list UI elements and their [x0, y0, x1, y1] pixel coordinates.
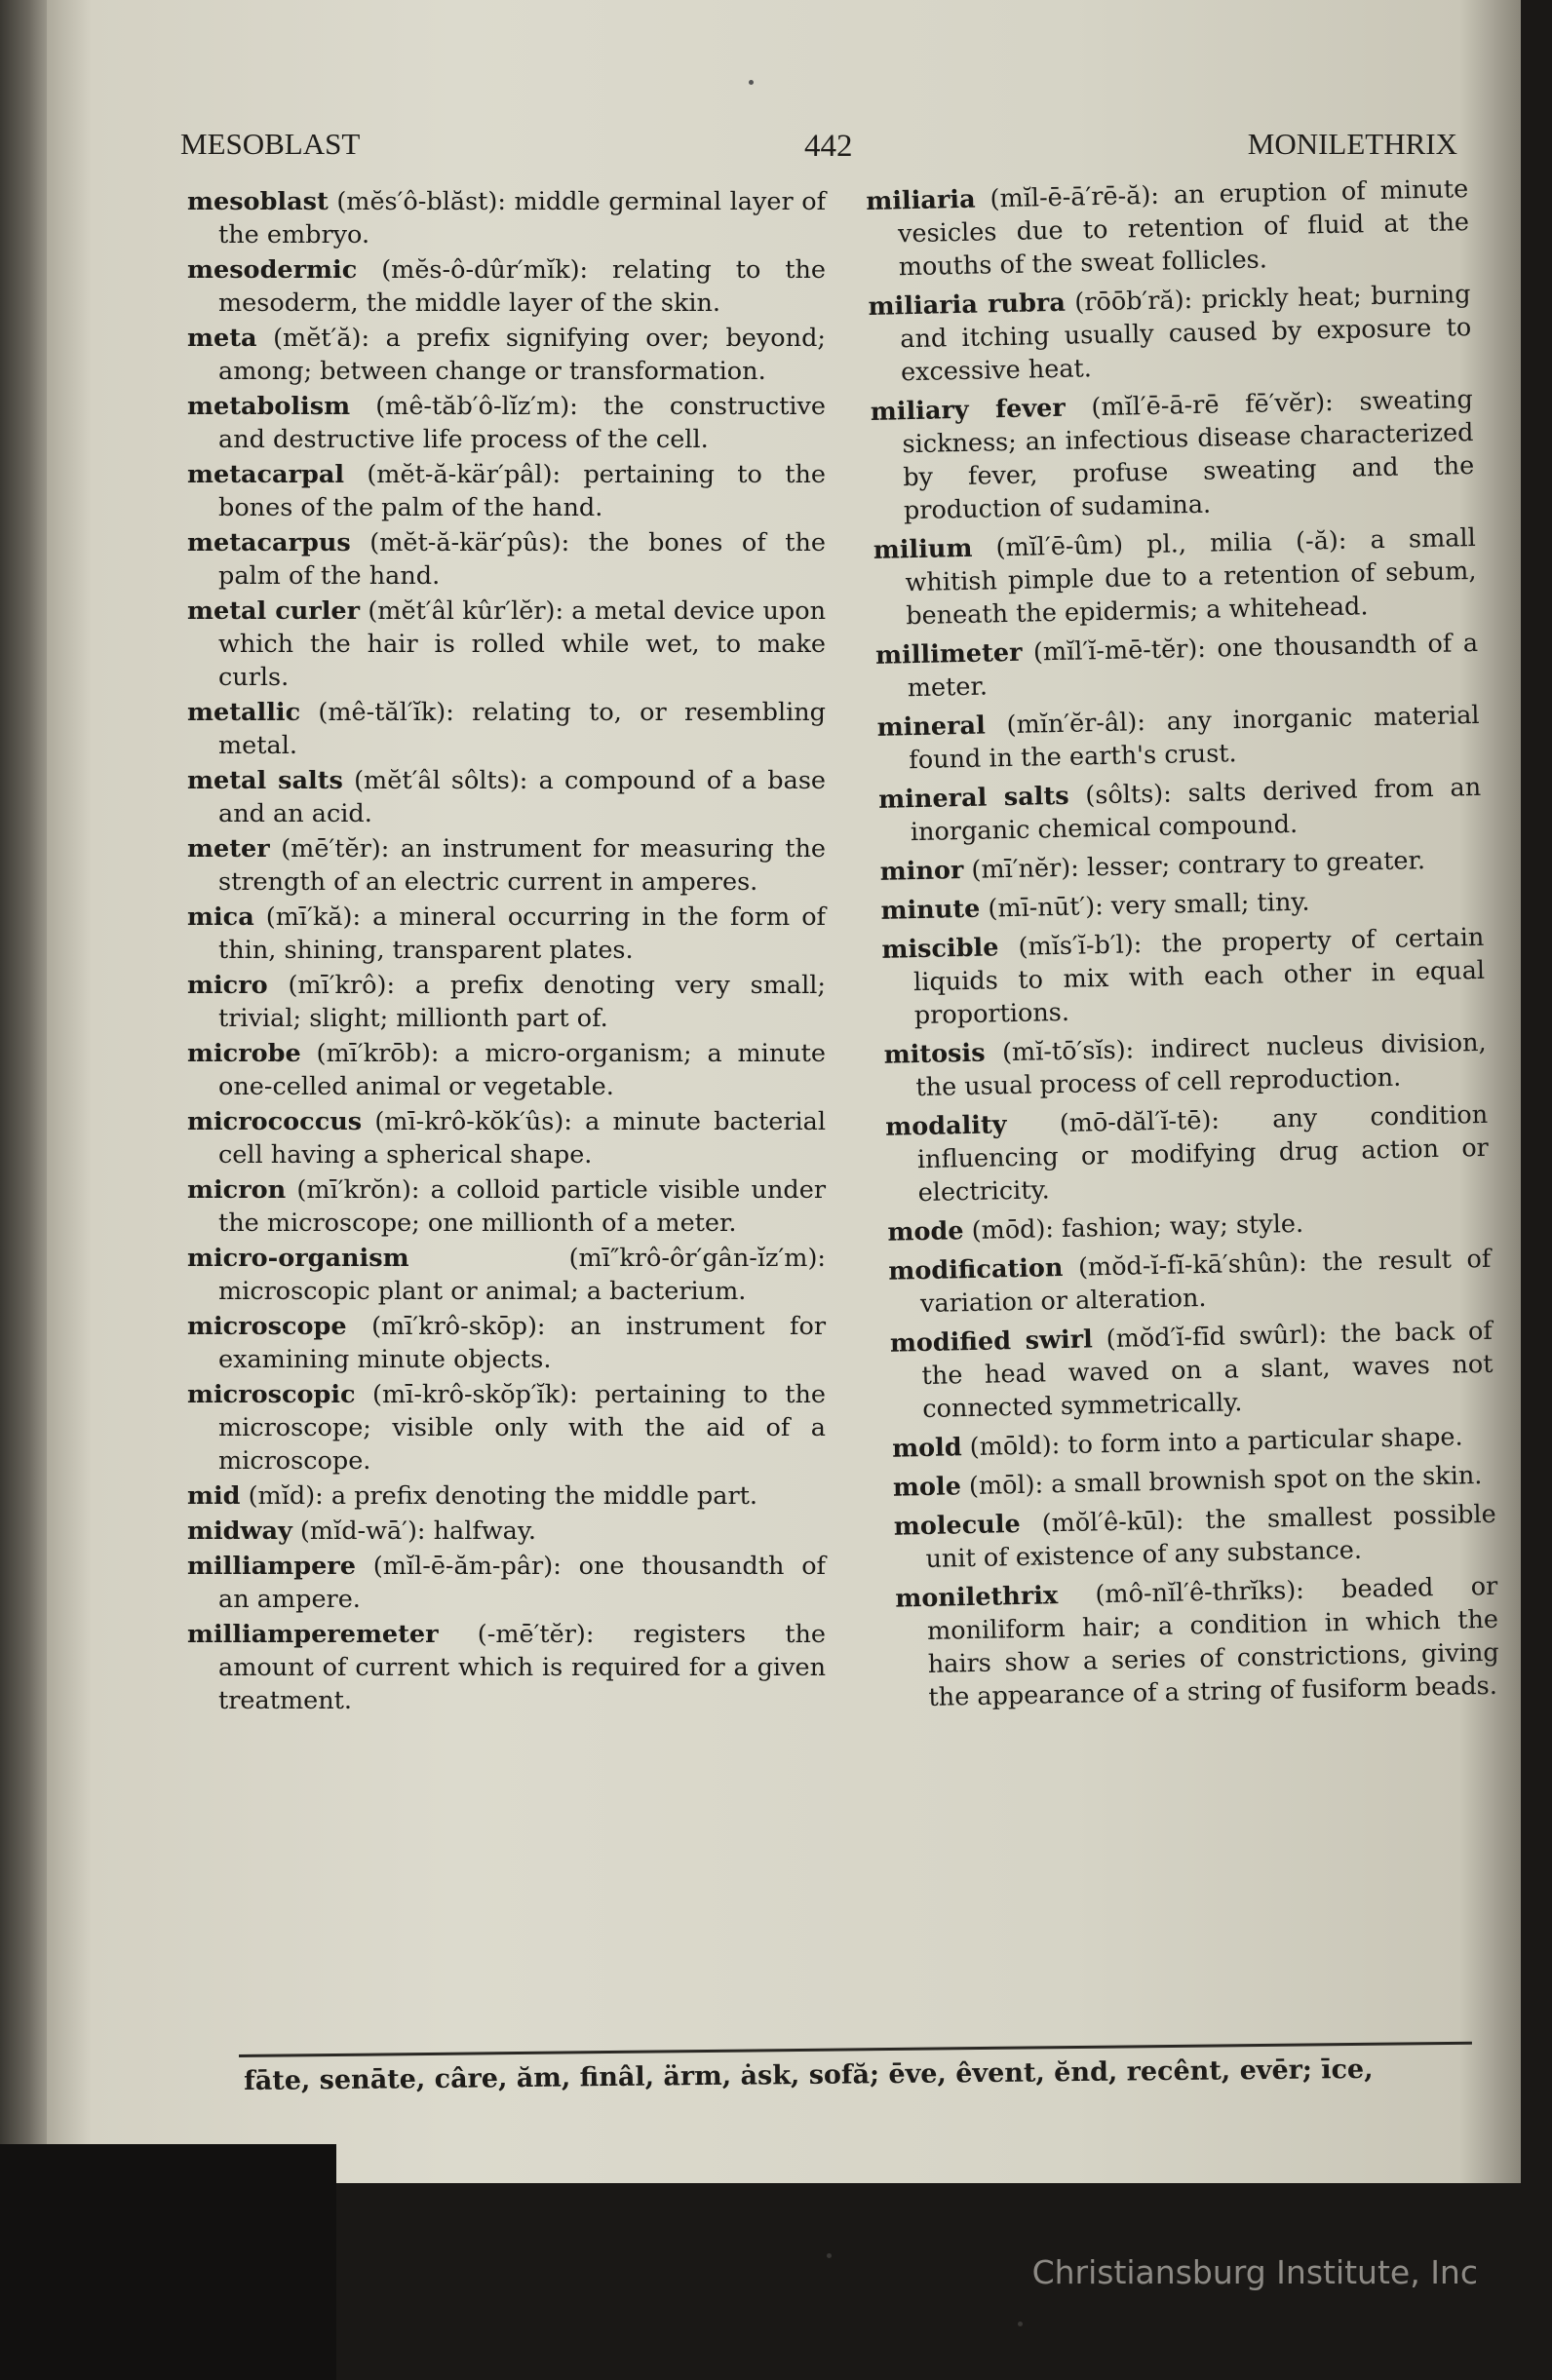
dictionary-entry: [187, 901, 826, 967]
entry-definition: (mĕt-ă-kär′pûs): the bones of the palm of the hand.: [218, 528, 827, 591]
dictionary-entry: [187, 696, 826, 762]
entry-headword: mineral salts: [877, 781, 1069, 815]
entry-headword: micrococcus: [187, 1107, 363, 1136]
entry-definition: (mŏd′ĭ-fīd swûrl): the back of the head waved on a slant, waves not connected symmetrically.: [921, 1316, 1494, 1425]
entry-headword: microscopic: [187, 1380, 356, 1409]
entry-headword: mid: [187, 1481, 241, 1511]
entry-headword: midway: [187, 1516, 292, 1546]
entry-headword: mode: [887, 1216, 964, 1248]
entry-definition: (mĕt′âl sôlts): a compound of a base and an acid.: [218, 766, 827, 828]
dictionary-entry: [883, 1026, 1487, 1105]
speck-mark: [749, 80, 754, 85]
dictionary-entry: [887, 1204, 1491, 1249]
entry-definition: (mī′nĕr): lesser; contrary to greater.: [971, 846, 1426, 885]
entry-definition: (mĭs′ĭ-b′l): the property of certain liquids to mix with each other in equal proportions.: [912, 922, 1486, 1031]
entry-definition: (mī′krŏn): a colloid particle visible under the microscope; one millionth of a meter.: [218, 1175, 827, 1238]
dictionary-entry: [893, 1498, 1496, 1577]
entry-definition: (mĭd-wā′): halfway.: [299, 1516, 536, 1546]
entry-definition: (mĭl′ĭ-mē-tĕr): one thousandth of a meter.: [907, 628, 1479, 704]
dictionary-entry: [876, 699, 1480, 778]
entry-definition: (mĭl-ē-ăm-pâr): one thousandth of an ampere.: [218, 1552, 826, 1614]
dictionary-entry: [187, 1173, 826, 1240]
entry-definition: (mĕt′ă): a prefix signifying over; beyond; among; between change or transformation.: [218, 324, 826, 386]
entry-definition: (mŏd-ĭ-fĭ-kā′shûn): the result of variation or alteration.: [919, 1244, 1492, 1320]
entry-definition: (mī′kă): a mineral occurring in the form of thin, shining, transparent plates.: [218, 902, 826, 965]
dictionary-entry: [873, 521, 1477, 633]
entry-definition: (-mē′tĕr): registers the amount of current which is required for a given treatment.: [218, 1620, 826, 1715]
entry-definition: (mĕs′ô-blăst): middle germinal layer of the embryo.: [218, 187, 827, 250]
watermark: Christiansburg Institute, Inc: [1031, 2253, 1478, 2291]
entry-headword: milliamperemeter: [187, 1620, 439, 1649]
entry-headword: miliary fever: [870, 393, 1067, 427]
dictionary-entry: [187, 322, 826, 388]
left-guide-word: MESOBLAST: [180, 127, 361, 161]
entry-headword: mesoblast: [187, 187, 329, 216]
entry-definition: (mī′krô): a prefix denoting very small; trivial; slight; millionth part of.: [218, 971, 826, 1033]
entry-headword: minute: [880, 894, 981, 926]
entry-headword: modification: [888, 1253, 1064, 1286]
dictionary-entry: [892, 1420, 1495, 1466]
dictionary-entry: [187, 1105, 826, 1171]
dictionary-entry: [187, 1310, 826, 1376]
entry-definition: (mī-krô-kŏk′ûs): a minute bacterial cell having a spherical shape.: [218, 1107, 827, 1170]
page-header: [180, 127, 1457, 175]
entry-headword: minor: [879, 856, 964, 887]
dictionary-entry: [888, 1243, 1492, 1322]
entry-headword: meta: [187, 324, 257, 353]
entry-headword: metallic: [187, 698, 301, 727]
entry-headword: metabolism: [187, 392, 351, 421]
dictionary-entry: [187, 832, 826, 899]
dictionary-entry: [881, 921, 1486, 1033]
page-gutter-shadow: [0, 0, 47, 2183]
entry-headword: microbe: [187, 1039, 301, 1068]
pronunciation-key: fāte, senāte, câre, ăm, finâl, ärm, ȧsk, sofă; ēve, êvent, ĕnd, recênt, evēr; īce,: [244, 2054, 1374, 2096]
dictionary-entry: [187, 1618, 826, 1717]
entry-headword: milium: [873, 533, 973, 565]
entry-definition: (mī-krô-skŏp′ĭk): pertaining to the microscope; visible only with the aid of a microscope.: [218, 1380, 826, 1476]
dictionary-entry: [880, 882, 1484, 928]
entry-headword: mold: [891, 1433, 962, 1464]
entry-definition: (mōd): fashion; way; style.: [971, 1209, 1304, 1246]
entry-headword: metal salts: [187, 766, 343, 795]
entry-definition: (mī′krōb): a micro-organism; a minute one-celled animal or vegetable.: [218, 1039, 827, 1101]
dictionary-entry: [187, 1515, 826, 1548]
dictionary-entry: [868, 278, 1472, 390]
dictionary-entry: [871, 383, 1476, 528]
entry-headword: microscope: [187, 1312, 347, 1341]
dictionary-entry: [875, 627, 1479, 706]
dictionary-entry: [187, 969, 826, 1035]
entry-headword: mole: [892, 1472, 962, 1503]
dictionary-entry: [187, 1479, 826, 1513]
entry-headword: metacarpal: [187, 460, 345, 489]
dictionary-entry: [187, 595, 826, 694]
entry-definition: (mĕt′âl kûr′lĕr): a metal device upon which the hair is rolled while wet, to make curls.: [218, 596, 827, 692]
entry-headword: micron: [187, 1175, 287, 1205]
dictionary-entry: [187, 1550, 826, 1616]
dictionary-entry: [866, 173, 1470, 285]
entry-definition: (mĭl′ē-ā-rē fē′vĕr): sweating sickness; an infectious disease characterized by fever, profuse sweating and the production of sudamina.: [902, 385, 1475, 526]
entry-definition: (mê-tăb′ô-lĭz′m): the constructive and destructive life process of the cell.: [218, 392, 826, 454]
entry-definition: (mĭl′ē-ûm) pl., milia (-ă): a small whitish pimple due to a retention of sebum, beneath the epidermis; a whitehead.: [905, 522, 1477, 632]
entry-headword: modality: [884, 1110, 1007, 1142]
entry-definition: (mōld): to form into a particular shape.: [969, 1422, 1463, 1463]
entry-headword: miliaria rubra: [868, 288, 1067, 322]
entry-definition: (mĕs-ô-dûr′mĭk): relating to the mesoderm, the middle layer of the skin.: [218, 255, 826, 318]
entry-definition: (rōōb′ră): prickly heat; burning and itching usually caused by exposure to excessive heat.: [900, 280, 1472, 388]
entry-definition: (mō-dăl′ĭ-tē): any condition influencing or modifying drug action or electricity.: [916, 1099, 1490, 1209]
entry-headword: micro: [187, 971, 268, 1000]
page-number: 442: [804, 129, 853, 164]
dictionary-entry: [187, 526, 826, 593]
entry-definition: (mĕt-ă-kär′pâl): pertaining to the bones of the palm of the hand.: [218, 460, 826, 522]
entry-headword: metacarpus: [187, 528, 351, 557]
entry-headword: mica: [187, 902, 254, 932]
entry-headword: metal curler: [187, 596, 361, 626]
entry-headword: meter: [187, 834, 270, 864]
dictionary-entry: [893, 1459, 1496, 1505]
dictionary-entry: [879, 843, 1483, 889]
entry-headword: miliaria: [866, 184, 976, 216]
entry-headword: millimeter: [874, 637, 1023, 671]
dictionary-entry: [187, 458, 826, 524]
entry-definition: (mĭd): a prefix denoting the middle part.: [248, 1481, 757, 1511]
entry-definition: (mô-nĭl′ê-thrĭks): beaded or moniliform hair; a condition in which the hairs show a series of constrictions, giving the appearance of a string of fusiform beads.: [926, 1571, 1499, 1712]
dictionary-entry: [895, 1570, 1500, 1715]
left-column: [187, 185, 826, 1719]
entry-definition: (mê-tăl′ĭk): relating to, or resembling metal.: [218, 698, 826, 760]
entry-definition: (mōl): a small brownish spot on the skin.: [968, 1461, 1483, 1502]
entry-headword: milliampere: [187, 1552, 356, 1581]
dictionary-entry: [187, 1378, 826, 1478]
entry-headword: molecule: [893, 1509, 1022, 1542]
dictionary-entry: [187, 185, 826, 251]
entry-definition: (mī′krô-skōp): an instrument for examining minute objects.: [218, 1312, 827, 1374]
entry-definition: (sôlts): salts derived from an inorganic chemical compound.: [910, 772, 1482, 848]
dictionary-entry: [885, 1098, 1490, 1210]
entry-definition: (mĭn′ĕr-âl): any inorganic material found in the earth's crust.: [909, 700, 1480, 776]
dictionary-entry: [187, 1037, 826, 1103]
entry-definition: (mē′tĕr): an instrument for measuring the strength of an electric current in amperes.: [218, 834, 826, 897]
entry-definition: (mĭ-tō′sĭs): indirect nucleus division, the usual process of cell reproduction.: [915, 1027, 1487, 1103]
dictionary-entry: [187, 253, 826, 320]
entry-headword: mineral: [876, 710, 987, 743]
dictionary-entry: [187, 390, 826, 456]
dictionary-entry: [187, 1242, 826, 1308]
right-column: [866, 173, 1500, 1721]
speck-mark: [827, 2253, 832, 2258]
entry-definition: (mĭl-ē-ā′rē-ă): an eruption of minute vesicles due to retention of fluid at the mouths of the sweat follicles.: [897, 174, 1470, 283]
entry-headword: miscible: [881, 933, 999, 965]
entry-headword: mesodermic: [187, 255, 358, 285]
entry-headword: monilethrix: [895, 1581, 1059, 1614]
speck-mark: [1018, 2322, 1023, 2326]
entry-headword: micro-organism: [187, 1244, 409, 1273]
dictionary-entry: [187, 764, 826, 830]
entry-definition: (mī-nūt′): very small; tiny.: [988, 887, 1310, 924]
dictionary-entry: [890, 1315, 1494, 1427]
entry-definition: (mī″krô-ôr′gân-ĭz′m): microscopic plant or animal; a bacterium.: [218, 1244, 826, 1306]
entry-definition: (mŏl′ê-kūl): the smallest possible unit of existence of any substance.: [925, 1499, 1497, 1575]
entry-headword: modified swirl: [889, 1324, 1094, 1359]
scan-shadow: [0, 2144, 336, 2380]
right-guide-word: MONILETHRIX: [1247, 127, 1457, 161]
dictionary-entry: [878, 771, 1482, 850]
entry-headword: mitosis: [883, 1038, 986, 1070]
